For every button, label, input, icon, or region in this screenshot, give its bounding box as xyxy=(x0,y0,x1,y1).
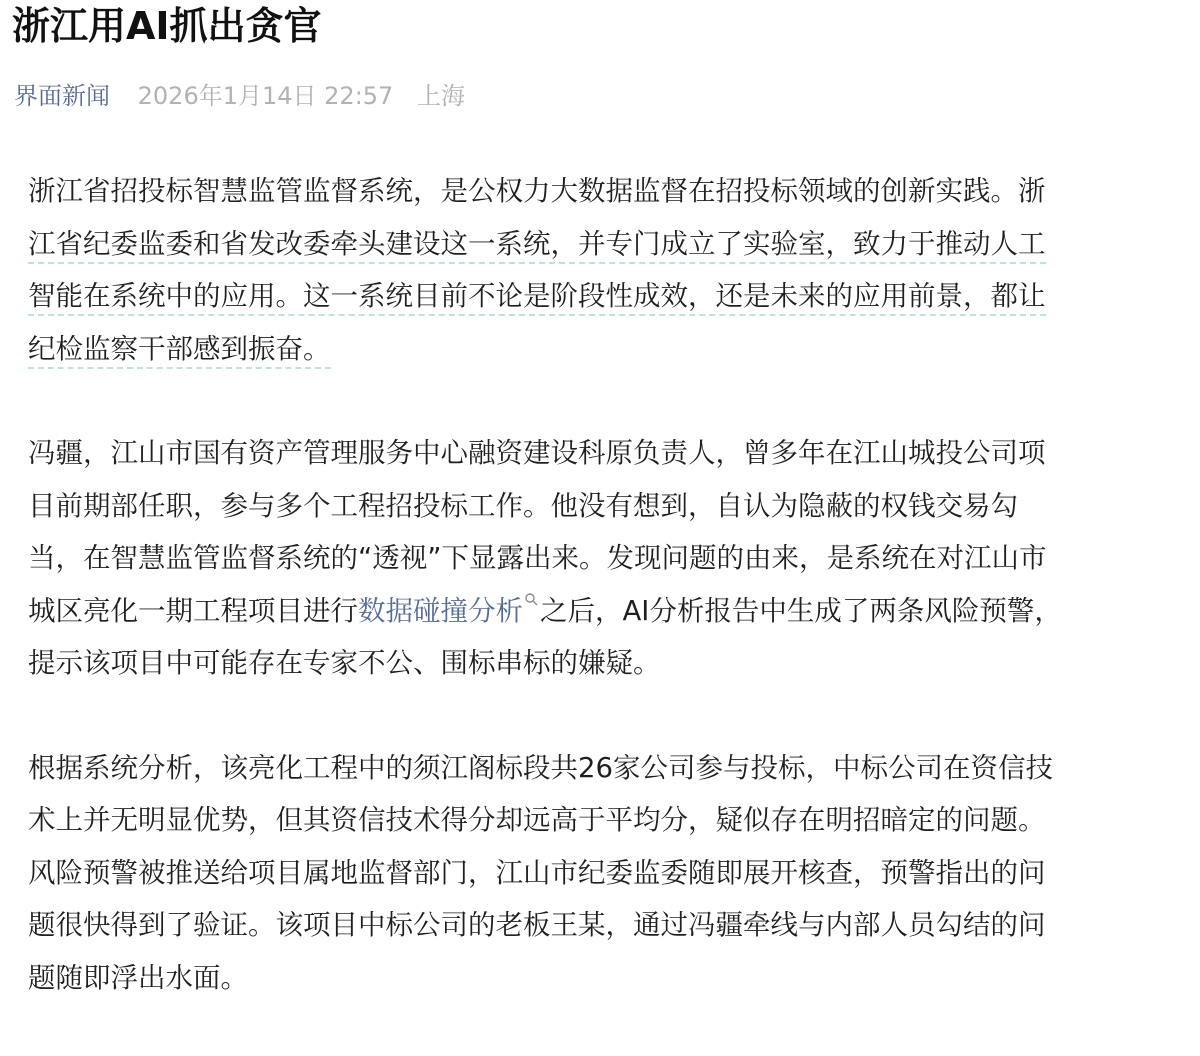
paragraph-line: 当，在智慧监管监督系统的“透视”下显露出来。发现问题的由来，是系统在对江山市 xyxy=(28,542,1047,574)
publish-date: 2026年1月14日 22:57 xyxy=(137,82,394,110)
paragraph-line: 智能在系统中的应用。这一系统目前不论是阶段性成效，还是未来的应用前景，都让 xyxy=(28,270,1172,323)
article-body xyxy=(28,165,1172,1056)
link-line-after: 之后，AI分析报告中生成了两条风险预警， xyxy=(540,594,1062,627)
paragraph-line: 浙江省招投标智慧监管监督系统，是公权力大数据监督在招投标领域的创新实践。浙 xyxy=(28,175,1046,207)
paragraph-line: 题很快得到了验证。该项目中标公司的老板王某，通过冯疆牵线与内部人员勾结的问 xyxy=(28,909,1046,941)
article-title: 浙江用AI抓出贪官 xyxy=(12,4,322,48)
paragraph-line: 风险预警被推送给项目属地监督部门，江山市纪委监委随即展开核查，预警指出的问 xyxy=(28,856,1046,889)
paragraph-1 xyxy=(28,165,1172,375)
paragraph-line: 术上并无明显优势，但其资信技术得分却远高于平均分，疑似存在明招暗定的问题。 xyxy=(28,804,1046,836)
paragraph-line: 纪检监察干部感到振奋。 xyxy=(28,323,1172,376)
paragraph-2 xyxy=(28,427,1172,690)
link-line-before: 城区亮化一期工程项目进行 xyxy=(28,594,358,627)
paragraph-line: 江省纪委监委和省发改委牵头建设这一系统，并专门成立了实验室，致力于推动人工 xyxy=(28,218,1172,271)
paragraph-line: 根据系统分析，该亮化工程中的须江阁标段共26家公司参与投标，中标公司在资信技 xyxy=(28,751,1053,784)
source-link[interactable]: 界面新闻 xyxy=(14,82,110,110)
paragraph-3 xyxy=(28,742,1172,1005)
paragraph-line: 提示该项目中可能存在专家不公、围标串标的嫌疑。 xyxy=(28,647,661,679)
paragraph-line: 题随即浮出水面。 xyxy=(28,961,248,994)
publish-location: 上海 xyxy=(416,82,465,110)
paragraph-line-with-link xyxy=(28,585,1172,638)
data-collision-analysis-link[interactable]: 数据碰撞分析 xyxy=(358,594,523,627)
article-meta xyxy=(14,76,465,116)
paragraph-line: 冯疆，江山市国有资产管理服务中心融资建设科原负责人，曾多年在江山城投公司项 xyxy=(28,437,1046,469)
paragraph-line: 目前期部任职，参与多个工程招投标工作。他没有想到，自认为隐蔽的权钱交易勾 xyxy=(28,489,1018,522)
search-icon[interactable] xyxy=(525,593,538,609)
